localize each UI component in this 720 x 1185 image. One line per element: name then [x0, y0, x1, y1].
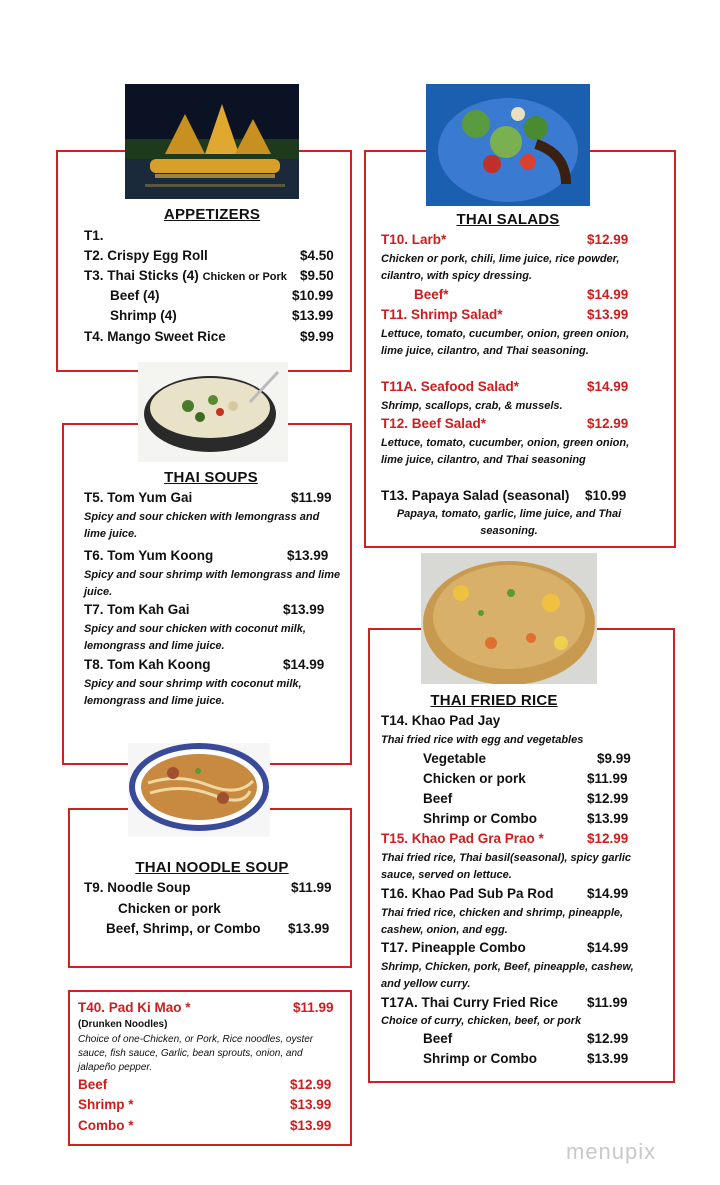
- item-price: $10.99: [585, 488, 627, 503]
- item-desc: Choice of one-Chicken, or Pork, Rice noodles, oyster sauce, fish sauce, Garlic, bean sprouts, onion, and jalapeño pepper.: [78, 1034, 314, 1073]
- item-name: T9. Noodle Soup: [84, 880, 191, 895]
- menu-item: [381, 379, 635, 394]
- item-name: Beef: [78, 1077, 108, 1092]
- item-desc: Lettuce, tomato, cucumber, onion, green onion, lime juice, cilantro, and Thai seasoning: [381, 437, 630, 466]
- item-desc: Spicy and sour chicken with lemongrass and lime juice.: [84, 511, 320, 540]
- item-desc: Papaya, tomato, garlic, lime juice, and Thai seasoning.: [396, 508, 622, 537]
- item-name: T11. Shrimp Salad*: [381, 307, 503, 322]
- item-price: $14.99: [283, 657, 325, 672]
- fried-rice-title: THAI FRIED RICE: [430, 692, 558, 709]
- item-name: T13. Papaya Salad (seasonal): [381, 488, 570, 503]
- item-name: T15. Khao Pad Gra Prao *: [381, 831, 544, 846]
- menu-item: [381, 831, 635, 846]
- item-name: Shrimp or Combo: [423, 1051, 537, 1066]
- soup-bowl-photo: [138, 362, 288, 462]
- t1-label: T1.: [84, 228, 104, 243]
- menupix-watermark: menupix: [566, 1139, 657, 1164]
- menu-item: [423, 751, 634, 766]
- item-name: T17A. Thai Curry Fried Rice: [381, 995, 559, 1010]
- item-note: Chicken or Pork: [202, 271, 287, 283]
- menu-item: [423, 1051, 634, 1066]
- menu-item: [381, 940, 635, 955]
- item-name: Beef: [423, 1031, 453, 1046]
- menu-item: [381, 416, 635, 431]
- item-price: $12.99: [587, 831, 629, 846]
- item-desc: Spicy and sour chicken with coconut milk, lemongrass and lime juice.: [84, 623, 306, 652]
- item-name: Shrimp or Combo: [423, 811, 537, 826]
- menu-item: [84, 657, 338, 672]
- item-name: Beef, Shrimp, or Combo: [106, 921, 261, 936]
- menu-item: [381, 307, 635, 322]
- item-desc: Thai fried rice with egg and vegetables: [381, 734, 584, 746]
- item-desc: Choice of curry, chicken, beef, or pork: [381, 1015, 582, 1027]
- item-price: $13.99: [587, 811, 629, 826]
- menu-item: [78, 1118, 340, 1133]
- item-name: T10. Larb*: [381, 232, 447, 247]
- fried-rice-photo: [421, 553, 597, 684]
- menu-item: [110, 308, 338, 323]
- menu-item: [381, 886, 635, 901]
- item-price: $13.99: [292, 308, 334, 323]
- item-name: T17. Pineapple Combo: [381, 940, 526, 955]
- item-name: Chicken or pork: [423, 771, 526, 786]
- item-name: T11A. Seafood Salad*: [381, 379, 520, 394]
- item-price: $12.99: [587, 416, 629, 431]
- noodle-soup-title: THAI NOODLE SOUP: [135, 859, 289, 876]
- item-price: $9.99: [597, 751, 631, 766]
- item-price: $13.99: [287, 548, 329, 563]
- menu-item: [84, 880, 338, 895]
- menu-item: [84, 548, 338, 563]
- item-name: Vegetable: [423, 751, 487, 766]
- item-name: T14. Khao Pad Jay: [381, 713, 501, 728]
- item-name: T4. Mango Sweet Rice: [84, 329, 226, 344]
- item-name: T12. Beef Salad*: [381, 416, 487, 431]
- menu-item: [78, 1077, 340, 1092]
- menu-item: [423, 791, 634, 806]
- menu-item: [381, 995, 635, 1010]
- item-price: $4.50: [300, 248, 334, 263]
- item-name: T16. Khao Pad Sub Pa Rod: [381, 886, 554, 901]
- item-price: $14.99: [587, 379, 629, 394]
- item-price: $12.99: [290, 1077, 332, 1092]
- item-price: $11.99: [291, 490, 332, 505]
- item-price: $11.99: [291, 880, 332, 895]
- menu-item: [414, 287, 635, 302]
- menu-item: [106, 921, 338, 936]
- item-price: $13.99: [587, 1051, 629, 1066]
- item-price: $12.99: [587, 791, 629, 806]
- item-price: $9.99: [300, 329, 334, 344]
- pad-ki-mao-subtitle: (Drunken Noodles): [78, 1019, 168, 1030]
- item-price: $10.99: [292, 288, 334, 303]
- menu-item: [423, 811, 634, 826]
- item-price: $11.99: [587, 771, 628, 786]
- item-desc: Chicken or pork, chili, lime juice, rice powder, cilantro, with spicy dressing.: [381, 253, 620, 282]
- menu-item: [84, 268, 338, 283]
- item-price: $9.50: [300, 268, 334, 283]
- menu-item: [78, 1000, 340, 1015]
- menu-item: [381, 232, 635, 247]
- item-desc: Thai fried rice, chicken and shrimp, pineapple, cashew, onion, and egg.: [381, 907, 624, 936]
- item-name: T5. Tom Yum Gai: [84, 490, 193, 505]
- item-price: $14.99: [587, 287, 629, 302]
- item-desc: Spicy and sour shrimp with lemongrass and lime juice.: [84, 569, 341, 598]
- item-name: T6. Tom Yum Koong: [84, 548, 214, 563]
- noodle-soup-photo: [128, 743, 270, 837]
- item-name: Combo *: [78, 1118, 134, 1133]
- item-price: $11.99: [293, 1000, 334, 1015]
- item-price: $12.99: [587, 232, 629, 247]
- item-name: Chicken or pork: [118, 901, 221, 916]
- soups-title: THAI SOUPS: [164, 469, 258, 486]
- item-price: $14.99: [587, 886, 629, 901]
- item-name: Beef: [423, 791, 453, 806]
- item-desc: Thai fried rice, Thai basil(seasonal), spicy garlic sauce, served on lettuce.: [381, 852, 632, 881]
- item-desc: Shrimp, Chicken, pork, Beef, pineapple, cashew, and yellow curry.: [381, 961, 634, 990]
- item-name: T8. Tom Kah Koong: [84, 657, 211, 672]
- menu-item: [423, 771, 634, 786]
- item-name: T7. Tom Kah Gai: [84, 602, 190, 617]
- item-price: $14.99: [587, 940, 629, 955]
- item-name: T2. Crispy Egg Roll: [84, 248, 208, 263]
- menu-item: [78, 1097, 340, 1112]
- item-name: Beef (4): [110, 288, 160, 303]
- salads-title: THAI SALADS: [456, 211, 560, 228]
- item-name: T3. Thai Sticks (4): [84, 268, 199, 283]
- item-price: $13.99: [283, 602, 325, 617]
- appetizers-title: APPETIZERS: [163, 206, 261, 223]
- item-desc: Spicy and sour shrimp with coconut milk, lemongrass and lime juice.: [84, 678, 302, 707]
- item-desc: Shrimp, scallops, crab, & mussels.: [381, 400, 563, 412]
- item-price: $13.99: [290, 1118, 332, 1133]
- menu-item: [423, 1031, 634, 1046]
- menu-item: [84, 602, 338, 617]
- menu-item: [84, 248, 338, 263]
- item-price: $13.99: [288, 921, 330, 936]
- menu-item: [84, 329, 338, 344]
- item-name: Shrimp (4): [110, 308, 177, 323]
- temple-boat-photo: [125, 84, 299, 199]
- item-name: Shrimp *: [78, 1097, 134, 1112]
- menu-item: [381, 488, 635, 503]
- item-price: $13.99: [587, 307, 629, 322]
- menu-item: [118, 901, 221, 916]
- item-price: $12.99: [587, 1031, 629, 1046]
- menu-item: [381, 713, 500, 728]
- item-name: T40. Pad Ki Mao *: [78, 1000, 191, 1015]
- item-desc: Lettuce, tomato, cucumber, onion, green onion, lime juice, cilantro, and Thai seasoning.: [381, 328, 630, 357]
- item-name: Beef*: [414, 287, 449, 302]
- menu-item: [110, 288, 338, 303]
- item-price: $13.99: [290, 1097, 332, 1112]
- salad-photo: [426, 84, 590, 206]
- menu-item: [84, 490, 338, 505]
- item-price: $11.99: [587, 995, 628, 1010]
